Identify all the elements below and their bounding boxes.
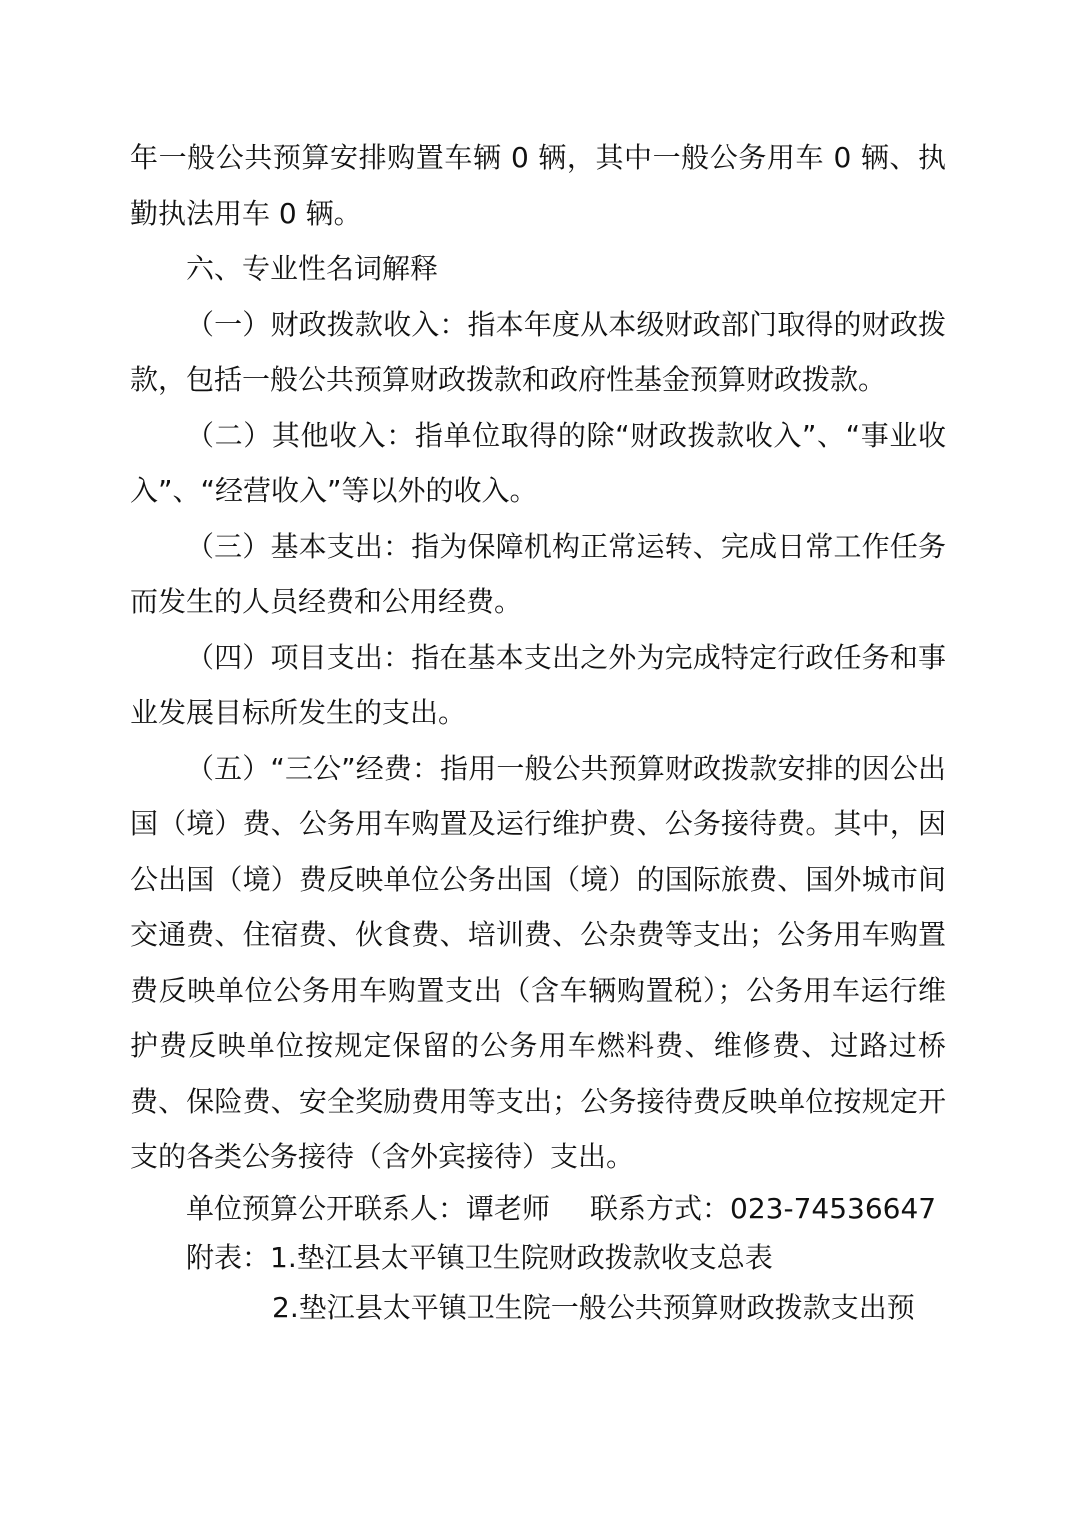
contact-line bbox=[130, 1185, 946, 1233]
attachment-line-2 bbox=[130, 1283, 946, 1333]
attachment-item-1: 1.垫江县太平镇卫生院财政拨款收支总表 bbox=[270, 1240, 773, 1274]
paragraph-three-public-funds: （五）“三公”经费：指用一般公共预算财政拨款安排的因公出国（境）费、公务用车购置及运行维护费、公务接待费。其中，因公出国（境）费反映单位公务出国（境）的国际旅费、国外城市间交通费、住宿费、伙食费、培训费、公杂费等支出；公务用车购置费反映单位公务用车购置支出（含车辆购置税）；公务用车运行维护费反映单位按规定保留的公务用车燃料费、维修费、过路过桥费、保险费、安全奖励费用等支出；公务接待费反映单位按规定开支的各类公务接待（含外宾接待）支出。 bbox=[130, 751, 946, 1173]
paragraph-other-income: （二）其他收入：指单位取得的除“财政拨款收入”、“事业收入”、“经营收入”等以外的收入。 bbox=[130, 418, 946, 507]
paragraph-vehicle-purchase: 年一般公共预算安排购置车辆 0 辆，其中一般公务用车 0 辆、执勤执法用车 0 辆。 bbox=[130, 141, 946, 230]
paragraph-basic-expenditure: （三）基本支出：指为保障机构正常运转、完成日常工作任务而发生的人员经费和公用经费。 bbox=[130, 529, 946, 618]
section-heading-terms: 六、专业性名词解释 bbox=[186, 252, 439, 285]
attachment-line-1 bbox=[130, 1233, 946, 1283]
contact-person: 单位预算公开联系人：谭老师 bbox=[186, 1191, 551, 1225]
paragraph-project-expenditure: （四）项目支出：指在基本支出之外为完成特定行政任务和事业发展目标所发生的支出。 bbox=[130, 640, 946, 729]
attachment-label: 附表： bbox=[186, 1240, 271, 1274]
document-page bbox=[130, 130, 946, 1333]
contact-method: 联系方式：023-74536647 bbox=[590, 1191, 937, 1225]
attachment-item-2: 2.垫江县太平镇卫生院一般公共预算财政拨款支出预 bbox=[272, 1290, 915, 1324]
paragraph-fiscal-income: （一）财政拨款收入：指本年度从本级财政部门取得的财政拨款，包括一般公共预算财政拨款和政府性基金预算财政拨款。 bbox=[130, 307, 946, 396]
